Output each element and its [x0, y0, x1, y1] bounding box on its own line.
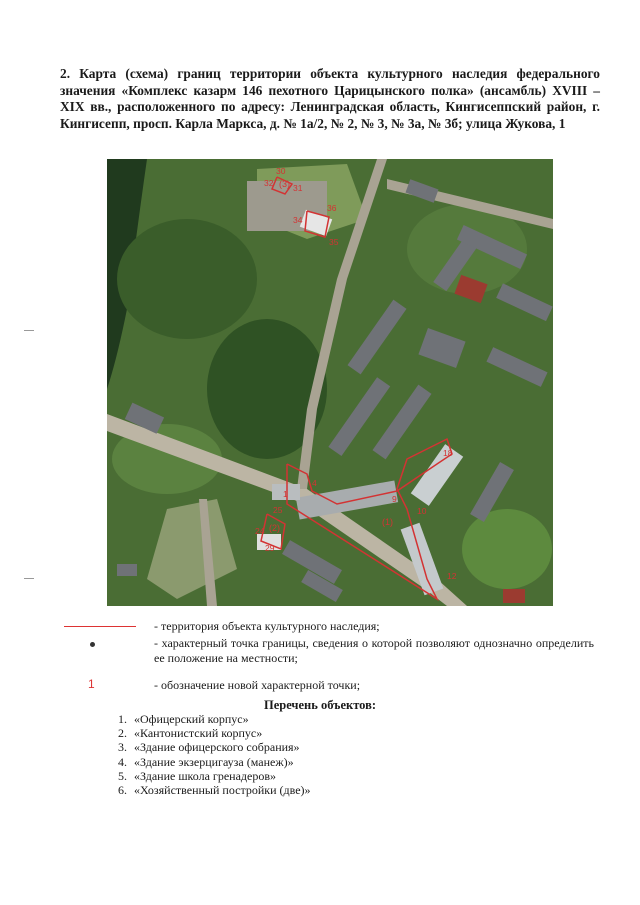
forest-patch: [117, 219, 257, 339]
list-item: 5. «Здание школа гренадеров»: [130, 769, 311, 783]
legend-point-text: - характерный точка границы, сведения о которой позволяют однозначно определить ее положение на местности;: [154, 636, 594, 665]
point-label-9: 9: [392, 494, 397, 504]
point-label-35: 35: [329, 237, 339, 247]
scan-margin-mark: [24, 578, 34, 579]
point-label-34: 34: [293, 215, 303, 225]
point-label-4: 4: [312, 478, 317, 488]
area-label-2: (2): [269, 523, 280, 533]
lawn-patch: [462, 509, 552, 589]
point-label-18: 18: [443, 448, 453, 458]
list-item: 2. «Кантонистский корпус»: [130, 726, 311, 740]
point-label-1: 1: [283, 489, 288, 499]
point-label-24: 24: [255, 526, 265, 536]
area-label-3: (3): [279, 179, 290, 189]
list-item: 1. «Офицерский корпус»: [130, 712, 311, 726]
red-roof-building: [503, 589, 525, 603]
point-label-25: 25: [273, 505, 283, 515]
point-label-10: 10: [417, 506, 427, 516]
list-item: 4. «Здание экзерцигауза (манеж)»: [130, 755, 311, 769]
aerial-map: [107, 159, 553, 606]
point-label-32: 32: [264, 178, 274, 188]
point-label-36: 36: [327, 203, 337, 213]
legend-territory-text: - территория объекта культурного наследия;: [154, 619, 380, 633]
point-label-30: 30: [276, 166, 286, 176]
document-heading: 2. Карта (схема) границ территории объекта культурного наследия федерального значения «Комплекс казарм 146 пехотного Царицынского полка» (ансамбль) XVIII – XIX вв., расположенного по адресу: Ленинградская область, Кингисеппский район, г. Кингисепп, просп. Карла Маркса, д. № 1а/2, № 2, № 3, № 3а, № 3б; улица Жукова, 1: [60, 66, 600, 131]
list-item: 6. «Хозяйственный постройки (две)»: [130, 783, 311, 797]
legend-new-point-num: 1: [88, 677, 95, 691]
area-label-1: (1): [382, 517, 393, 527]
aerial-map-svg: [107, 159, 553, 606]
objects-list-title: Перечень объектов:: [263, 698, 377, 712]
point-label-31: 31: [293, 183, 303, 193]
objects-list: [114, 712, 311, 797]
list-item: 3. «Здание офицерского собрания»: [130, 740, 311, 754]
scan-margin-mark: [24, 330, 34, 331]
point-label-29: 29: [265, 543, 275, 553]
legend-new-point-text: - обозначение новой характерной точки;: [154, 678, 361, 692]
point-label-12: 12: [447, 571, 457, 581]
legend-point-dot: [90, 642, 95, 647]
legend-territory-line: [64, 626, 136, 627]
